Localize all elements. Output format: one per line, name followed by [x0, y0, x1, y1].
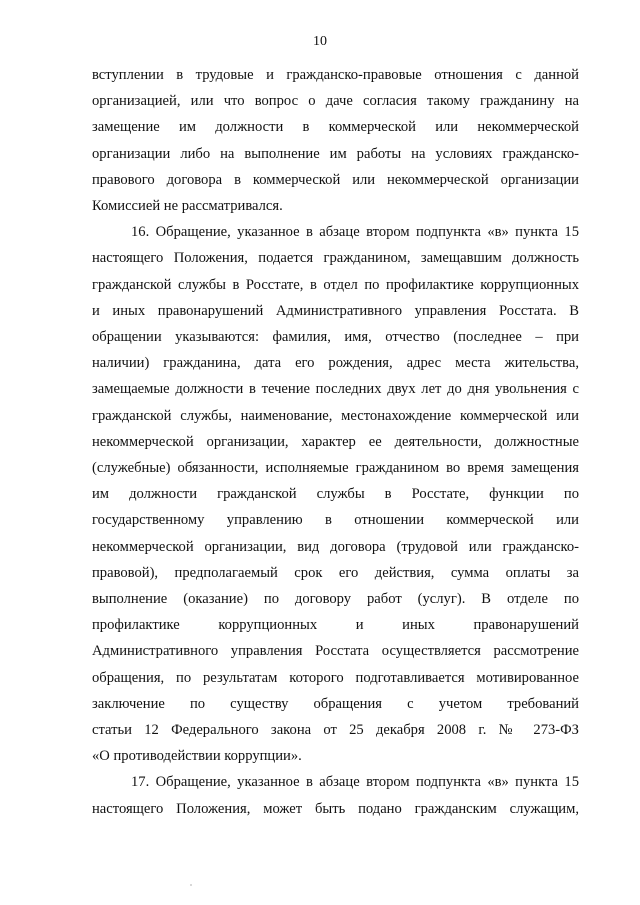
text-line: некоммерческой организации, характер ее деятельности, должностные: [92, 433, 579, 450]
text-line: организацией, или что вопрос о даче согласия такому гражданину на: [92, 93, 579, 110]
text-line: наличии) гражданина, дата его рождения, адрес места жительства,: [92, 355, 579, 372]
text-line: обращения, по результатам которого подготавливается мотивированное: [92, 669, 579, 686]
text-line: гражданской службы в Росстате, в отдел по профилактике коррупционных: [92, 276, 579, 293]
scan-speck: [190, 884, 192, 886]
paragraph-continuation: [92, 62, 579, 219]
page-number: 10: [313, 34, 327, 49]
paragraph-16: [92, 219, 579, 769]
text-line: профилактике коррупционных и иных правонарушений: [92, 617, 579, 634]
document-body: [92, 62, 579, 822]
text-line: Административного управления Росстата осуществляется рассмотрение: [92, 643, 579, 660]
text-line: статьи 12 Федерального закона от 25 декабря 2008 г. № 273-ФЗ: [92, 722, 579, 739]
text-line: обращении указываются: фамилия, имя, отчество (последнее – при: [92, 329, 579, 346]
text-line: правового договора в коммерческой или некоммерческой организации: [92, 171, 579, 188]
text-line: некоммерческой организации, вид договора (трудовой или гражданско-: [92, 538, 579, 555]
text-line: им должности гражданской службы в Росстате, функции по: [92, 486, 579, 503]
text-line: 17. Обращение, указанное в абзаце втором подпункта «в» пункта 15: [131, 774, 579, 791]
text-line: организации либо на выполнение им работы на условиях гражданско-: [92, 145, 579, 162]
text-line: настоящего Положения, подается гражданином, замещавшим должность: [92, 250, 579, 267]
text-line: «О противодействии коррупции».: [92, 748, 302, 765]
text-line: 16. Обращение, указанное в абзаце втором подпункта «в» пункта 15: [131, 224, 579, 241]
text-line: гражданской службы, наименование, местонахождение коммерческой или: [92, 407, 579, 424]
text-line: и иных правонарушений Административного управления Росстата. В: [92, 302, 579, 319]
paragraph-17: [92, 769, 579, 821]
text-line: Комиссией не рассматривался.: [92, 198, 283, 215]
text-line: настоящего Положения, может быть подано гражданским служащим,: [92, 800, 579, 817]
text-line: заключение по существу обращения с учетом требований: [92, 695, 579, 712]
text-line: замещаемые должности в течение последних двух лет до дня увольнения с: [92, 381, 579, 398]
text-line: вступлении в трудовые и гражданско-правовые отношения с данной: [92, 67, 579, 83]
text-line: государственному управлению в отношении коммерческой или: [92, 512, 579, 529]
text-line: замещение им должности в коммерческой или некоммерческой: [92, 119, 579, 136]
text-line: правовой), предполагаемый срок его действия, сумма оплаты за: [92, 564, 579, 581]
text-line: выполнение (оказание) по договору работ (услуг). В отделе по: [92, 591, 579, 608]
text-line: (служебные) обязанности, исполняемые гражданином во время замещения: [92, 460, 579, 477]
